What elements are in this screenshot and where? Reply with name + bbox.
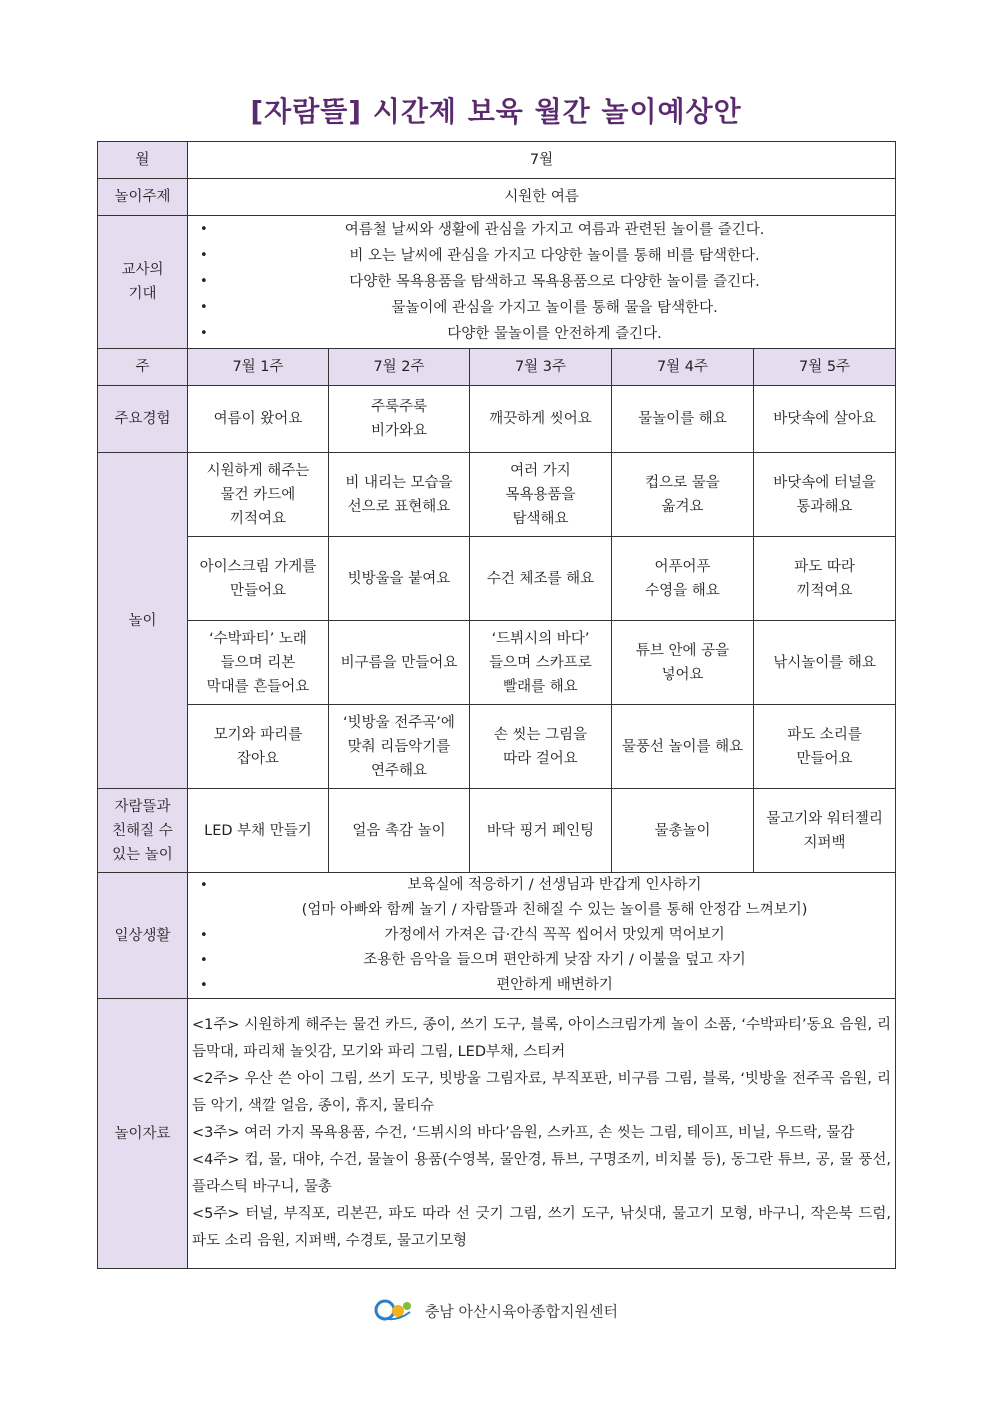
- cell-line: 맞춰 리듬악기를: [347, 738, 451, 755]
- cell-line: 여름이 왔어요: [213, 411, 303, 427]
- daily-list: [192, 873, 891, 998]
- materials-item: <2주> 우산 쓴 아이 그림, 쓰기 도구, 빗방울 그림자료, 부직포판, 비구름 그림, 블록, ‘빗방울 전주곡 음원, 리듬 악기, 색깔 얼음, 종이, 휴지, 물티슈: [192, 1071, 892, 1114]
- theme-label: 놀이주제: [98, 179, 188, 216]
- cell-line: 선으로 표현해요: [347, 498, 451, 515]
- cell-line: 물건 카드에: [220, 486, 296, 503]
- weeks-row: [98, 349, 896, 386]
- experience-cell: [329, 386, 470, 453]
- list-item: (엄마 아빠와 함께 놀기 / 자람뜰과 친해질 수 있는 놀이를 통해 안정감 느껴보기): [301, 902, 808, 918]
- cell-line: 자람뜰과: [114, 798, 171, 815]
- list-item: • 조용한 음악을 들으며 편안하게 낮잠 자기 / 이불을 덮고 자기: [218, 948, 891, 973]
- cell-line: 컵으로 물을: [645, 474, 720, 491]
- cell-line: 만들어요: [229, 582, 287, 599]
- expectation-label-line: 교사의: [121, 262, 164, 278]
- play-cell: [188, 453, 329, 537]
- play-cell: [188, 537, 329, 621]
- cell-line: 잡아요: [236, 750, 280, 767]
- experience-cell: [470, 386, 612, 453]
- list-item: • 다양한 물놀이를 안전하게 즐긴다.: [218, 321, 891, 347]
- friendly-cell: [612, 789, 754, 873]
- play-cell: [329, 705, 470, 789]
- play-cell: [612, 537, 754, 621]
- cell-line: ‘드뷔시의 바다’: [491, 630, 590, 647]
- cell-line: 비 내리는 모습을: [345, 474, 453, 491]
- play-label: 놀이: [98, 453, 188, 789]
- cell-line: 여러 가지: [510, 462, 571, 479]
- friendly-row: [98, 789, 896, 873]
- play-cell: [329, 453, 470, 537]
- experience-row: [98, 386, 896, 453]
- plan-table: [97, 141, 896, 1269]
- month-value: 7월: [188, 142, 896, 179]
- month-label: 월: [98, 142, 188, 179]
- list-item: • 비 오는 날씨에 관심을 가지고 다양한 놀이를 통해 비를 탐색한다.: [218, 243, 891, 269]
- daily-row: [98, 873, 896, 999]
- friendly-cell: [754, 789, 896, 873]
- cell-line: 바닷속에 살아요: [773, 411, 876, 427]
- cell-line: 끼적여요: [229, 510, 287, 527]
- list-item: • 여름철 날씨와 생활에 관심을 가지고 여름과 관련된 놀이를 즐긴다.: [218, 217, 891, 243]
- cell-line: 빨래를 해요: [503, 678, 578, 695]
- cell-line: 파도 따라: [794, 558, 855, 575]
- cell-line: 빗방울을 붙여요: [347, 570, 451, 587]
- cell-line: 물총놀이: [654, 822, 711, 839]
- play-cell: [188, 705, 329, 789]
- footer-org: 충남 아산시육아종합지원센터: [424, 1302, 618, 1321]
- materials-row: [98, 999, 896, 1269]
- materials-item: <4주> 컵, 물, 대야, 수건, 물놀이 용품(수영복, 물안경, 튜브, 구명조끼, 비치볼 등), 동그란 튜브, 공, 물 풍선, 플라스틱 바구니, 물총: [192, 1152, 892, 1195]
- page-title: [자람뜰] 시간제 보육 월간 놀이예상안: [250, 95, 742, 128]
- play-cell: [470, 453, 612, 537]
- play-cell: [754, 537, 896, 621]
- cell-line: 비구름을 만들어요: [340, 654, 458, 671]
- cell-line: 바닥 핑거 페인팅: [486, 822, 595, 839]
- cell-line: 낚시놀이를 해요: [773, 654, 876, 671]
- play-cell: [754, 621, 896, 705]
- materials-item: <3주> 여러 가지 목욕용품, 수건, ‘드뷔시의 바다’음원, 스카프, 손 씻는 그림, 테이프, 비닐, 우드락, 물감: [192, 1125, 855, 1141]
- cell-line: 아이스크림 가게를: [199, 558, 317, 575]
- list-item: • 가정에서 가져온 급·간식 꼭꼭 씹어서 맛있게 먹어보기: [218, 923, 891, 948]
- expectation-label: [98, 216, 188, 349]
- play-cell: [470, 621, 612, 705]
- play-cell: [754, 453, 896, 537]
- week-header: 7월 4주: [612, 349, 754, 386]
- cell-line: 연주해요: [370, 762, 428, 779]
- daily-label: 일상생활: [98, 873, 188, 999]
- play-cell: [754, 705, 896, 789]
- cell-line: 어푸어푸: [654, 558, 711, 575]
- cell-line: 바닷속에 터널을: [773, 474, 876, 491]
- list-item: • 보육실에 적응하기 / 선생님과 반갑게 인사하기: [218, 873, 891, 898]
- cell-line: 들으며 스카프로: [489, 654, 592, 671]
- list-item: • 편안하게 배변하기: [218, 973, 891, 998]
- cell-line: 시원하게 해주는: [206, 462, 310, 479]
- theme-row: [98, 179, 896, 216]
- experience-cell: [612, 386, 754, 453]
- cell-line: 비가와요: [370, 423, 428, 439]
- play-cell: [612, 453, 754, 537]
- materials-cell: [188, 999, 896, 1269]
- play-cell: [470, 537, 612, 621]
- footer: [0, 1296, 992, 1326]
- expectation-label-line: 기대: [128, 286, 157, 302]
- cell-line: 수영을 해요: [645, 582, 720, 599]
- cell-line: 만들어요: [796, 750, 853, 767]
- cell-line: 튜브 안에 공을: [635, 642, 730, 659]
- month-row: [98, 142, 896, 179]
- cell-line: 물풍선 놀이를 해요: [621, 738, 744, 755]
- friendly-cell: [329, 789, 470, 873]
- play-cell: [612, 621, 754, 705]
- play-row: [98, 537, 896, 621]
- list-item: • 다양한 목욕용품을 탐색하고 목욕용품으로 다양한 놀이를 즐긴다.: [218, 269, 891, 295]
- cell-line: 수건 체조를 해요: [486, 570, 595, 587]
- cell-line: LED 부채 만들기: [204, 822, 312, 839]
- cell-line: 모기와 파리를: [213, 726, 303, 743]
- materials-item: <1주> 시원하게 해주는 물건 카드, 종이, 쓰기 도구, 블록, 아이스크림가게 놀이 소품, ‘수박파티’동요 음원, 리듬막대, 파리채 놀잇감, 모기와 파리 그림, LED부채, 스티커: [192, 1017, 892, 1060]
- week-header: 7월 1주: [188, 349, 329, 386]
- friendly-label: [98, 789, 188, 873]
- experience-label: 주요경험: [98, 386, 188, 453]
- play-row: [98, 453, 896, 537]
- week-header: 7월 3주: [470, 349, 612, 386]
- theme-value: 시원한 여름: [188, 179, 896, 216]
- cell-line: 파도 소리를: [787, 726, 862, 743]
- cell-line: 얼음 촉감 놀이: [352, 822, 446, 839]
- friendly-cell: [188, 789, 329, 873]
- week-header: 7월 2주: [329, 349, 470, 386]
- play-cell: [329, 537, 470, 621]
- cell-line: 친해질 수: [112, 822, 173, 839]
- experience-cell: [188, 386, 329, 453]
- cell-line: 들으며 리본: [220, 654, 296, 671]
- play-row: [98, 705, 896, 789]
- cell-line: 주룩주룩: [370, 399, 428, 415]
- play-cell: [329, 621, 470, 705]
- play-row: [98, 621, 896, 705]
- cell-line: 물고기와 워터젤리: [766, 810, 883, 827]
- cell-line: 막대를 흔들어요: [206, 678, 310, 695]
- cell-line: 손 씻는 그림을: [493, 726, 588, 743]
- cell-line: 통과해요: [796, 498, 853, 515]
- cell-line: 지퍼백: [803, 834, 846, 851]
- cell-line: ‘빗방울 전주곡’에: [343, 714, 455, 731]
- cell-line: 물놀이를 해요: [638, 411, 727, 427]
- cell-line: 넣어요: [661, 666, 704, 683]
- expectation-cell: [188, 216, 896, 349]
- play-cell: [612, 705, 754, 789]
- cell-line: 깨끗하게 씻어요: [489, 411, 592, 427]
- expectation-list: [192, 217, 891, 347]
- cell-line: 있는 놀이: [112, 846, 173, 863]
- week-header: 7월 5주: [754, 349, 896, 386]
- friendly-cell: [470, 789, 612, 873]
- materials-label: 놀이자료: [98, 999, 188, 1269]
- cell-line: 목욕용품을: [505, 486, 576, 503]
- play-cell: [188, 621, 329, 705]
- daily-cell: [188, 873, 896, 999]
- play-cell: [470, 705, 612, 789]
- cell-line: 따라 걸어요: [503, 750, 578, 767]
- expectation-row: [98, 216, 896, 349]
- experience-cell: [754, 386, 896, 453]
- cell-line: ‘수박파티’ 노래: [209, 630, 307, 647]
- cell-line: 탐색해요: [512, 510, 569, 527]
- weeks-label: 주: [98, 349, 188, 386]
- cell-line: 끼적여요: [796, 582, 853, 599]
- center-logo-icon: [374, 1296, 414, 1326]
- cell-line: 옮겨요: [661, 498, 704, 515]
- materials-item: <5주> 터널, 부직포, 리본끈, 파도 따라 선 긋기 그림, 쓰기 도구, 낚싯대, 물고기 모형, 바구니, 작은북 드럼, 파도 소리 음원, 지퍼백, 수경토, 물고기모형: [192, 1206, 892, 1249]
- list-item: • 물놀이에 관심을 가지고 놀이를 통해 물을 탐색한다.: [218, 295, 891, 321]
